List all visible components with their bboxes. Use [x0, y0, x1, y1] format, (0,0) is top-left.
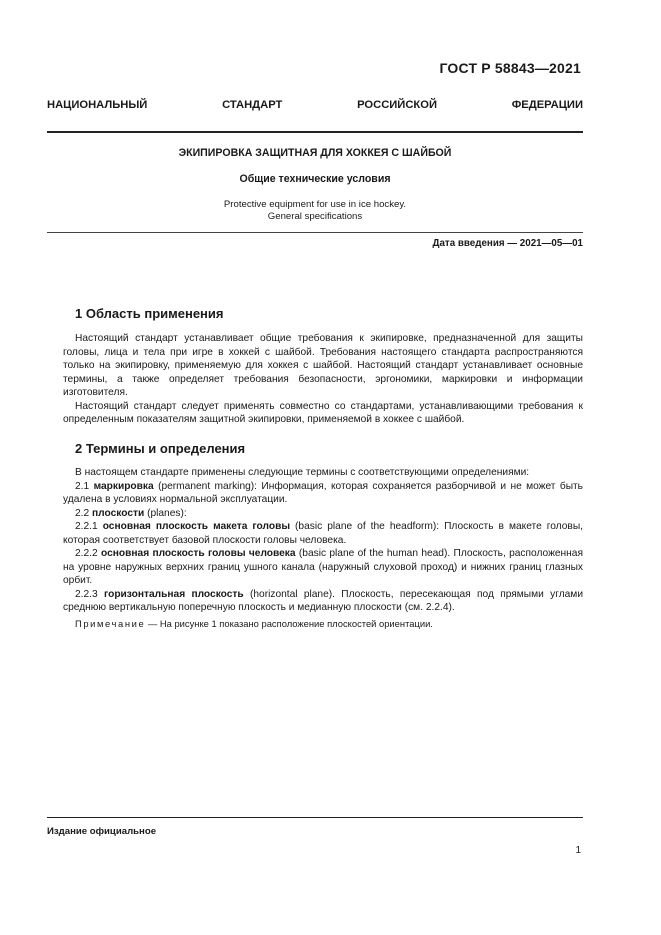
- footer-rule: [47, 817, 583, 818]
- term-2-2-2-name: основная плоскость головы человека: [100, 548, 296, 559]
- term-2-2-2: 2.2.2 основная плоскость головы человека (basic plane of the human head). Плоскость, расположенная на уровне наружных верхних границ ушного канала (наружный слуховой проход) и нижних границ глазных орбит.: [63, 548, 583, 586]
- page-number: 1: [575, 845, 581, 856]
- section-2-intro: В настоящем стандарте применены следующие термины с соответствующими определениями:: [75, 467, 530, 478]
- document-subtitle: Общие технические условия: [239, 173, 391, 185]
- section-1-body: [63, 332, 583, 427]
- national-standard-banner: НАЦИОНАЛЬНЫЙ СТАНДАРТ РОССИЙСКОЙ ФЕДЕРАЦИИ: [47, 99, 583, 111]
- term-2-2-1-name: основная плоскость макета головы: [102, 521, 291, 532]
- section-2-heading: 2 Термины и определения: [75, 441, 246, 456]
- english-title-line1: Protective equipment for use in ice hockey.: [223, 199, 407, 210]
- term-2-2-1: 2.2.1 основная плоскость макета головы (basic plane of the headform): Плоскость в макете головы, которая соответствует базовой плоскости головы человека.: [63, 521, 583, 546]
- section-1-heading: 1 Область применения: [75, 306, 224, 321]
- note: [75, 618, 433, 629]
- official-edition-label: Издание официальное: [47, 826, 157, 837]
- term-2-1-name: маркировка: [93, 480, 154, 492]
- english-title-line2: General specifications: [267, 211, 363, 222]
- term-2-2-3: 2.2.3 горизонтальная плоскость (horizontal plane). Плоскость, пересекающая под прямыми углами среднюю вертикальную поперечную плоскость и медианную плоскости (см. 2.2.4).: [63, 588, 584, 613]
- term-2-2-3-name: горизонтальная плоскость: [103, 588, 244, 600]
- document-title: ЭКИПИРОВКА ЗАЩИТНАЯ ДЛЯ ХОККЕЯ С ШАЙБОЙ: [178, 147, 452, 159]
- document-code: ГОСТ Р 58843—2021: [439, 60, 581, 76]
- header-rule: [47, 131, 583, 133]
- term-2-1: 2.1 маркировка (permanent marking): Информация, которая сохраняется разборчивой и не может быть удалена в условиях нормальной эксплуатации.: [63, 480, 583, 505]
- introduction-date: Дата введения — 2021—05—01: [432, 238, 583, 249]
- term-2-2: 2.2 плоскости (planes):: [75, 507, 187, 519]
- title-rule: [47, 232, 583, 233]
- note-label: Примечание: [75, 618, 146, 629]
- section-1-paragraph-2: Настоящий стандарт следует применять совместно со стандартами, устанавливающими требования к определенным показателям защитной экипировки, применяемой в хоккее с шайбой.: [63, 400, 583, 425]
- term-2-2-name: плоскости: [92, 507, 145, 519]
- section-2-body: [63, 466, 583, 615]
- section-1-paragraph-1: Настоящий стандарт устанавливает общие требования к экипировке, предназначенной для защиты головы, лица и тела при игре в хоккей с шайбой. Требования настоящего стандарта распространяются только на экипировку, применяемую для хоккея с шайбой. Настоящий стандарт устанавливает основные термины, а также определяет требования безопасности, эргономики, маркировки и информации изготовителя.: [63, 333, 583, 398]
- note-text: — На рисунке 1 показано расположение плоскостей ориентации.: [145, 618, 433, 629]
